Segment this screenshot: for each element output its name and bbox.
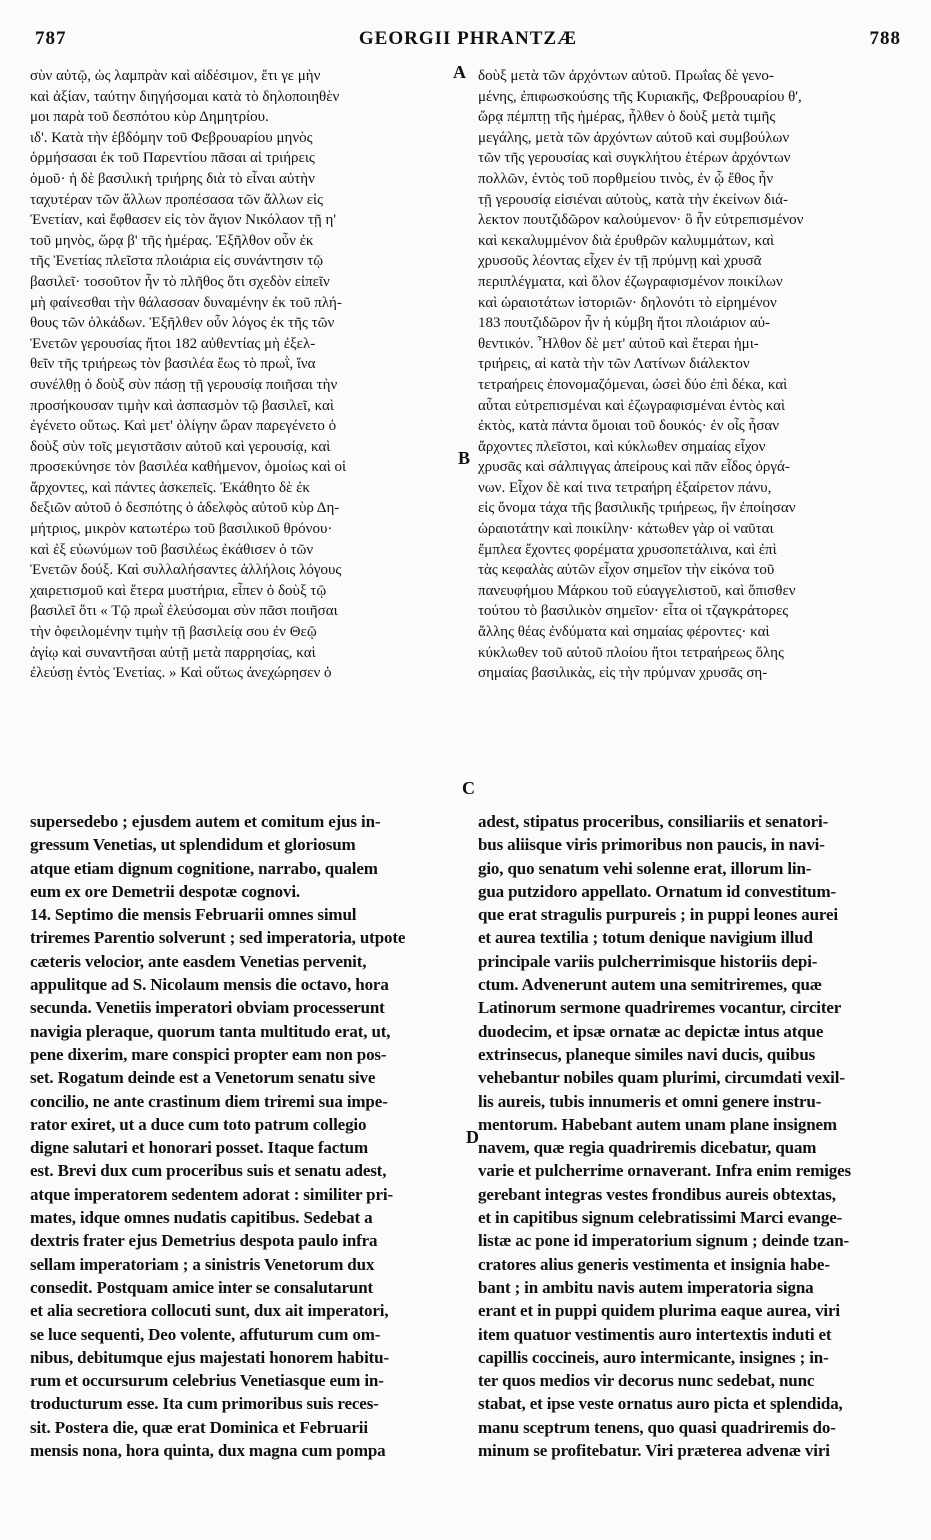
text-line: βασιλεῖ· τοσοῦτον ἦν τὸ πλῆθος ὅτι σχεδὸν εἰπεῖν [30, 273, 330, 290]
text-line: ἐγένετο οὕτως. Καὶ μετ' ὀλίγην ὥραν παρεγένετο ὁ [30, 418, 337, 435]
text-line: navem, quæ regia quadriremis dicebatur, quam [478, 1138, 817, 1158]
text-line: Ἐνετῶν δούξ. Καὶ συλλαλήσαντες ἀλλήλοις λόγους [30, 562, 342, 579]
text-line: ter quos medios vir decorus nunc sedebat, nunc [478, 1371, 815, 1391]
text-line: et alia secretiora collocuti sunt, dux ait imperatori, [30, 1301, 389, 1321]
text-line: βασιλεῖ ὅτι « Τῷ πρωῒ ἐλεύσομαι σὺν πᾶσι ποιῆσαι [30, 603, 338, 620]
text-line: bant ; in ambitu navis autem imperatoria signa [478, 1277, 814, 1297]
text-line: duodecim, et ipsæ ornatæ ac depictæ intus atque [478, 1021, 824, 1041]
text-line: τὴν ὀφειλομένην τιμὴν τῇ βασιλείᾳ σου ἐν Θεῷ [30, 624, 317, 641]
text-line: δεξιῶν αὐτοῦ ὁ δεσπότης ὁ ἀδελφὸς αὐτοῦ κὺρ Δη- [30, 500, 340, 517]
text-line: item quatuor vestimentis auro intertextis induti et [478, 1324, 832, 1344]
text-line: ἐλεύσῃ ἐντὸς Ἐνετίας. » Καὶ οὕτως ἀνεχώρησεν ὁ [30, 665, 332, 682]
margin-marker-b: B [458, 448, 471, 468]
text-line: αὗται εὐτρεπισμέναι καὶ ἐζωγραφισμέναι ἐντὸς καὶ [478, 397, 786, 414]
text-line: ctum. Advenerunt autem una semitriremes, quæ [478, 975, 822, 995]
text-line: mates, idque omnes nudatis capitibus. Sedebat a [30, 1208, 373, 1228]
text-line: χαιρετισμοῦ καὶ ἕτερα μυστήρια, εἶπεν ὁ δοὺξ τῷ [30, 582, 327, 599]
latin-text-right-column [478, 810, 906, 1520]
text-line: τετραήρεις ἐπονομαζόμεναι, ὡσεὶ δύο ἐπὶ δέκα, καὶ [478, 376, 788, 393]
text-line: δοὺξ μετὰ τῶν ἀρχόντων αὐτοῦ. Πρωΐας δὲ γενο- [478, 68, 774, 84]
text-line: τὰς κεφαλὰς αὐτῶν εἶχον σημεῖον τὴν εἰκόνα τοῦ [478, 562, 775, 579]
text-line: varie et pulcherrime ornaverant. Infra enim remiges [478, 1161, 852, 1181]
text-line: ἐκτὸς, κατὰ πάντα ὅμοιαι τοῦ δουκός· ἐν οἷς ἦσαν [478, 418, 780, 435]
text-line: manu sceptrum tenens, quo quasi quadriremis do- [478, 1417, 836, 1437]
text-line: τοῦ μηνὸς, ὥρᾳ β' τῆς ἡμέρας. Ἐξῆλθον οὖν ἐκ [30, 232, 314, 249]
text-line: listæ ac pone id imperatorium signum ; deinde tzan- [478, 1231, 850, 1251]
text-line: cratores alius generis vestimenta et insignia habe- [478, 1254, 830, 1274]
text-line: et in capitibus signum celebratissimi Marci evange- [478, 1208, 843, 1228]
running-title: GEORGII PHRANTZÆ [358, 28, 578, 49]
text-line: δοὺξ σὺν τοῖς μεγιστᾶσιν αὐτοῦ καὶ γερουσίᾳ, καὶ [30, 438, 331, 455]
text-line: 14. Septimo die mensis Februarii omnes simul [30, 905, 357, 925]
text-line: ιδ'. Κατὰ τὴν ἑβδόμην τοῦ Φεβρουαρίου μηνὸς [30, 129, 313, 146]
text-line: περιπλέγματα, καὶ ὅλον ἐζωγραφισμένον ποικίλων [478, 273, 783, 290]
text-line: μένης, ἐπιφωσκούσης τῆς Κυριακῆς, Φεβρουαρίου θ', [478, 88, 802, 105]
text-line: τῆς Ἐνετίας πλεῖστα πλοιάρια εἰς συνάντησιν τῷ [30, 253, 324, 270]
text-line: supersedebo ; ejusdem autem et comitum ejus in- [30, 812, 381, 831]
text-line: σὺν αὐτῷ, ὡς λαμπρὰν καὶ αἰδέσιμον, ἔτι γε μὴν [30, 68, 321, 84]
text-line: sit. Postera die, quæ erat Dominica et Februarii [30, 1417, 368, 1437]
text-line: vehebantur nobiles quam plurimi, circumdati vexil- [478, 1068, 845, 1088]
text-line: πολλῶν, ἐντὸς τοῦ πορθμείου τινὸς, ἐν ᾧ ἔθος ἦν [478, 170, 774, 187]
text-line: set. Rogatum deinde est a Venetorum senatu sive [30, 1068, 376, 1088]
text-line: nibus, debitumque ejus majestati honorem habitu- [30, 1347, 389, 1367]
text-line: θους τῶν ὁλκάδων. Ἐξῆλθεν οὖν λόγος ἐκ τῆς τῶν [30, 315, 335, 332]
text-line: mentorum. Habebant autem unam plane insignem [478, 1114, 837, 1134]
text-line: πανευφήμου Μάρκου τοῦ εὐαγγελιστοῦ, καὶ ὄπισθεν [478, 582, 796, 599]
text-line: secunda. Venetiis imperatori obviam processerunt [30, 998, 385, 1018]
latin-text-left-column [30, 810, 461, 1520]
text-line: ὁρμήσασαι ἐκ τοῦ Παρεντίου πᾶσαι αἱ τριήρεις [30, 150, 315, 167]
text-line: ἁγίῳ καὶ συναντῆσαι αὐτῇ μετὰ παρρησίας, καὶ [30, 644, 316, 661]
text-line: stabat, et ipse veste ornatus auro picta et splendida, [478, 1394, 843, 1414]
text-line: et aurea textilia ; totum denique navigium illud [478, 928, 813, 948]
text-line: ἔμπλεα ἔχοντες φορέματα χρυσοπετάλινα, καὶ ἐπὶ [478, 541, 777, 558]
text-line: minum se profitebatur. Viri præterea advenæ viri [478, 1441, 830, 1461]
text-line: τῇ γερουσίᾳ εἰσιέναι αὐτοὺς, κατὰ τὴν ἐκείνων διά- [478, 191, 788, 208]
text-line: λεκτον πουτζιδῶρον καλούμενον· ὃ ἦν εὐτρεπισμένον [478, 212, 804, 229]
text-line: χρυσᾶς καὶ σάλπιγγας ἀπείρους καὶ πᾶν εἶδος ὀργά- [478, 459, 790, 476]
page-header [35, 28, 901, 58]
text-line: principale variis pulcherrimisque historiis depi- [478, 951, 818, 971]
text-line: θεντικόν. Ἦλθον δὲ μετ' αὐτοῦ καὶ ἕτεραι ἡμι- [478, 335, 759, 352]
text-line: lis aureis, tubis innumeris et omni genere instru- [478, 1091, 822, 1111]
text-line: νων. Εἶχον δὲ καί τινα τετραήρη ἐξαίρετον πάνυ, [478, 479, 772, 496]
text-line: consedit. Postquam amice inter se consalutarunt [30, 1277, 374, 1297]
text-line: ἄλλης θέας ἐνδύματα καὶ σημαίας φέροντες· καὶ [478, 624, 770, 641]
text-line: adest, stipatus proceribus, consiliariis et senatori- [478, 812, 829, 831]
text-line: rator exiret, ut a duce cum toto patrum collegio [30, 1114, 367, 1134]
margin-marker-a: A [453, 62, 466, 82]
text-line: sellam imperatoriam ; a sinistris Venetorum dux [30, 1254, 375, 1274]
text-line: τούτου τὸ βασιλικὸν σημεῖον· εἶτα οἱ τζαγκράτορες [478, 603, 789, 620]
page-number-right: 788 [869, 28, 901, 49]
text-line: μεγάλης, μετὰ τῶν ἀρχόντων αὐτοῦ καὶ συμβούλων [478, 129, 790, 146]
text-line: atque etiam dignum cognitione, narrabo, qualem [30, 858, 378, 878]
text-line: gerebant integras vestes frondibus aureis obtextas, [478, 1184, 836, 1204]
text-line: dextris frater ejus Demetrius despota paulo infra [30, 1231, 378, 1251]
text-line: προσεκύνησε τὸν βασιλέα καθήμενον, ὁμοίως καὶ οἱ [30, 459, 347, 476]
text-line: κύκλωθεν τοῦ αὐτοῦ πλοίου ἤτοι τετραήρεως ὅλης [478, 644, 784, 661]
text-line: καὶ κεκαλυμμένον διὰ ἐρυθρῶν καλυμμάτων, καὶ [478, 232, 775, 249]
text-line: ἄρχοντες, καὶ πάντες ἀσκεπεῖς. Ἐκάθητο δὲ ἐκ [30, 479, 310, 496]
page-number-left: 787 [35, 28, 67, 49]
text-line: ἄρχοντες πλεῖστοι, καὶ κύκλωθεν σημαίας εἶχον [478, 438, 766, 455]
text-line: καὶ ὡραιοτάτων ἱστοριῶν· δηλονότι τὸ εἰρημένον [478, 294, 777, 311]
text-line: 183 πουτζιδῶρον ἦν ἡ κύμβη ἤτοι πλοιάριον αὐ- [478, 315, 771, 332]
text-line: mensis nona, hora quinta, dux magna cum pompa [30, 1441, 386, 1461]
text-line: μὴ φαίνεσθαι τὴν θάλασσαν δυναμένην ἐκ τοῦ πλή- [30, 294, 342, 311]
text-line: concilio, ne ante crastinum diem triremi sua impe- [30, 1091, 388, 1111]
text-line: troducturum esse. Ita cum primoribus suis reces- [30, 1394, 379, 1414]
text-line: gua putzidoro appellato. Ornatum id convestitum- [478, 881, 837, 901]
text-line: καὶ ἀξίαν, ταύτην διηγήσομαι κατὰ τὸ δηλοποιηθὲν [30, 88, 340, 105]
text-line: extrinsecus, planeque similes navi ducis, quibus [478, 1044, 816, 1064]
text-line: θεῖν τῆς τριήρεως τὸν βασιλέα ἕως τὸ πρωῒ, ἵνα [30, 356, 316, 373]
text-line: ὁμοῦ· ἡ δὲ βασιλικὴ τριήρης διὰ τὸ εἶναι αὐτὴν [30, 170, 315, 187]
text-line: gio, quo senatum vehi solenne erat, illorum lin- [478, 858, 812, 878]
text-line: pene dixerim, mare conspici propter eam non pos- [30, 1044, 387, 1064]
text-line: τῶν τῆς γερουσίας καὶ συγκλήτου ἑτέρων ἀρχόντων [478, 150, 791, 167]
greek-text-left-column [30, 66, 461, 784]
text-line: μοι παρὰ τοῦ δεσπότου κὺρ Δημητρίου. [30, 109, 269, 126]
margin-marker-c: C [462, 778, 475, 798]
text-line: σημαίας βασιλικὰς, εἰς τὴν πρύμναν χρυσᾶς ση- [478, 665, 768, 682]
text-line: χρυσοῦς λέοντας εἶχεν ἐν τῇ πρύμνῃ καὶ χρυσᾶ [478, 253, 762, 270]
text-line: τριήρεις, αἱ κατὰ τὴν τῶν Λατίνων διάλεκτον [478, 356, 750, 373]
text-line: ταχυτέραν τῶν ἄλλων προπέσασα τῶν ἄλλων εἰς [30, 191, 324, 208]
text-line: προσήκουσαν τιμὴν καὶ ἀσπασμὸν τῷ βασιλεῖ, καὶ [30, 397, 334, 414]
text-line: καὶ ἐξ εὐωνύμων τοῦ βασιλέως ἐκάθισεν ὁ τῶν [30, 541, 314, 558]
margin-marker-d: D [466, 1127, 479, 1147]
text-line: atque imperatorem sedentem adorat : similiter pri- [30, 1184, 393, 1204]
text-line: gressum Venetias, ut splendidum et gloriosum [30, 835, 356, 855]
text-line: triremes Parentio solverunt ; sed imperatoria, utpote [30, 928, 406, 948]
text-line: Ἐνετῶν γερουσίας ἤτοι 182 αὐθεντίας μὴ ἐξελ- [30, 335, 316, 352]
text-line: cæteris velocior, ante easdem Venetias pervenit, [30, 951, 367, 971]
text-line: μήτριος, μικρὸν κατωτέρω τοῦ βασιλικοῦ θρόνου· [30, 521, 333, 538]
text-line: se luce sequenti, Deo volente, affuturum cum om- [30, 1324, 381, 1344]
text-line: navigia pleraque, quorum tanta multitudo erat, ut, [30, 1021, 391, 1041]
text-line: Latinorum sermone quadriremes vocantur, circiter [478, 998, 842, 1018]
text-line: erant et in puppi quidem plurima eaque aurea, viri [478, 1301, 840, 1321]
text-line: bus aliisque viris primoribus non paucis, in navi- [478, 835, 825, 855]
text-line: εἰς ὄνομα τάχα τῆς βασιλικῆς τριήρεως, ἣν ἐποίησαν [478, 500, 796, 517]
text-line: rum et occursurum celebrius Venetiasque eum in- [30, 1371, 384, 1391]
text-line: ὥρᾳ πέμπτῃ τῆς ἡμέρας, ἦλθεν ὁ δοὺξ μετὰ τιμῆς [478, 109, 776, 126]
text-line: eum ex ore Demetrii despotæ cognovi. [30, 881, 301, 901]
text-line: capillis coccineis, auro intermicante, insignes ; in- [478, 1347, 829, 1367]
greek-text-right-column [478, 66, 906, 784]
text-line: est. Brevi dux cum proceribus suis et senatu adest, [30, 1161, 387, 1181]
text-line: ὡραιοτάτην καὶ ποικίλην· κάτωθεν γὰρ οἱ ναῦται [478, 521, 774, 538]
text-line: que erat stragulis purpureis ; in puppi leones aurei [478, 905, 838, 925]
text-line: Ἐνετίαν, καὶ ἔφθασεν εἰς τὸν ἅγιον Νικόλαον τῇ η' [30, 212, 337, 229]
text-line: digne salutari et honorari posset. Itaque factum [30, 1138, 368, 1158]
text-line: appulitque ad S. Nicolaum mensis die octavo, hora [30, 975, 389, 995]
text-line: συνέλθῃ ὁ δοὺξ σὺν πάσῃ τῇ γερουσίᾳ ποιῆσαι τὴν [30, 376, 338, 393]
